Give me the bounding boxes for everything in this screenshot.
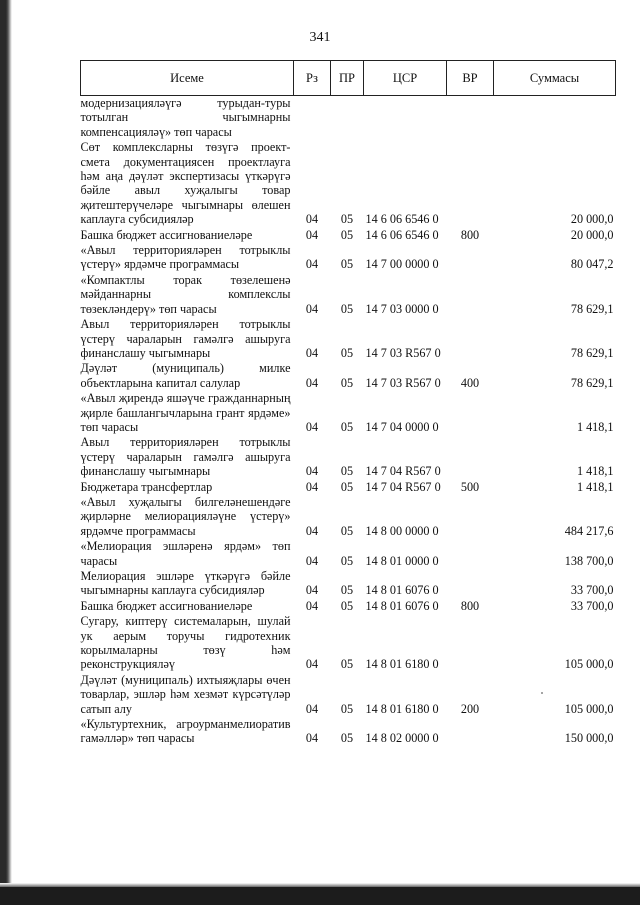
row-rz: 04 xyxy=(305,657,319,672)
row-sum: 78 629,1 xyxy=(570,375,614,390)
row-name: Башка бюджет ассигнованиелəре xyxy=(80,227,253,242)
row-pr: 05 xyxy=(340,464,354,479)
row-sum: 33 700,0 xyxy=(570,598,614,613)
row-name: Сугару, киптерү системаларын, шулай ук аерым торучы гидротехник корылмаларны төзү һəм реконструкциялəү xyxy=(80,614,291,672)
row-vr xyxy=(447,140,494,227)
row-pr: 05 xyxy=(340,598,354,613)
row-vr: 800 xyxy=(460,598,480,613)
row-pr: 05 xyxy=(340,227,354,242)
row-vr xyxy=(447,273,494,317)
row-pr: 05 xyxy=(340,523,354,538)
table-row xyxy=(81,569,616,599)
row-vr xyxy=(447,243,494,273)
row-vr: 500 xyxy=(460,479,480,494)
row-sum: 1 418,1 xyxy=(576,419,614,434)
row-name: Авыл территориялəрен тотрыклы үстерү чараларын гамəлгə ашыруга финанслашу чыгымнары xyxy=(80,435,291,479)
row-pr: 05 xyxy=(340,212,354,227)
row-sum: 105 000,0 xyxy=(564,701,614,716)
row-rz: 04 xyxy=(305,583,319,598)
row-vr: 800 xyxy=(460,227,480,242)
row-vr xyxy=(447,539,494,569)
row-sum: 78 629,1 xyxy=(570,345,614,360)
row-csr: 14 8 01 6180 0 xyxy=(365,657,439,672)
table-row xyxy=(81,243,616,273)
row-vr xyxy=(447,391,494,435)
row-vr xyxy=(447,435,494,479)
row-csr: 14 8 00 0000 0 xyxy=(365,523,439,538)
row-name: Бюджетара трансфертлар xyxy=(80,479,213,494)
table-row xyxy=(81,273,616,317)
row-pr: 05 xyxy=(340,583,354,598)
row-csr: 14 7 04 R567 0 xyxy=(365,479,441,494)
row-rz xyxy=(294,96,331,141)
row-name: «Мелиорация эшлəренə ярдəм» төп чарасы xyxy=(80,539,291,568)
row-sum: 20 000,0 xyxy=(570,212,614,227)
row-rz: 04 xyxy=(305,212,319,227)
row-name: «Культуртехник, агроурманмелиоратив гамəллəр» төп чарасы xyxy=(80,717,291,746)
row-rz: 04 xyxy=(305,701,319,716)
table-row xyxy=(81,614,616,673)
budget-table xyxy=(80,60,616,747)
row-csr: 14 6 06 6546 0 xyxy=(365,227,439,242)
row-rz: 04 xyxy=(305,464,319,479)
table-row xyxy=(81,96,616,141)
row-pr: 05 xyxy=(340,657,354,672)
row-csr: 14 8 02 0000 0 xyxy=(365,731,439,746)
row-name: «Компактлы торак төзелешенə мəйданнарны комплекслы төзеклəндерү» төп чарасы xyxy=(80,272,291,316)
row-vr: 400 xyxy=(460,375,480,390)
row-sum: 150 000,0 xyxy=(564,731,614,746)
row-pr xyxy=(331,96,364,141)
row-vr xyxy=(447,717,494,747)
row-sum: 33 700,0 xyxy=(570,583,614,598)
row-name: Дəүлəт (муниципаль) милке объектларына капитал салулар xyxy=(80,361,291,390)
row-rz: 04 xyxy=(305,523,319,538)
row-sum: 80 047,2 xyxy=(570,257,614,272)
row-rz: 04 xyxy=(305,227,319,242)
row-csr: 14 8 01 0000 0 xyxy=(365,553,439,568)
row-rz: 04 xyxy=(305,419,319,434)
row-pr: 05 xyxy=(340,553,354,568)
header-pr: ПР xyxy=(331,61,364,96)
header-sum: Суммасы xyxy=(494,61,616,96)
scan-speck xyxy=(541,692,543,694)
row-rz: 04 xyxy=(305,553,319,568)
row-csr: 14 7 04 R567 0 xyxy=(365,464,441,479)
row-rz: 04 xyxy=(305,301,319,316)
row-rz: 04 xyxy=(305,479,319,494)
row-name: «Авыл җирендə яшəүче гражданнарның җирле башлангычларына грант ярдəме» төп чарасы xyxy=(80,391,291,434)
row-pr: 05 xyxy=(340,301,354,316)
table-row xyxy=(81,673,616,717)
header-vr: ВР xyxy=(447,61,494,96)
row-sum: 484 217,6 xyxy=(564,523,614,538)
row-rz: 04 xyxy=(305,257,319,272)
row-vr xyxy=(447,96,494,141)
row-vr: 200 xyxy=(460,701,480,716)
row-name: Дəүлəт (муниципаль) ихтыяҗлары өчен товарлар, эшлəр һəм хезмəт күрсəтүлəр сатып алу xyxy=(80,672,291,716)
row-rz: 04 xyxy=(305,345,319,360)
row-csr: 14 8 01 6076 0 xyxy=(365,598,439,613)
row-csr: 14 7 03 R567 0 xyxy=(365,375,441,390)
row-sum: 1 418,1 xyxy=(576,479,614,494)
table-row xyxy=(81,228,616,243)
row-csr: 14 7 00 0000 0 xyxy=(365,257,439,272)
header-name: Исеме xyxy=(81,61,294,96)
scan-left-edge xyxy=(0,0,12,892)
table-row xyxy=(81,717,616,747)
row-sum: 78 629,1 xyxy=(570,301,614,316)
row-vr xyxy=(447,317,494,361)
table-row xyxy=(81,361,616,391)
row-rz: 04 xyxy=(305,598,319,613)
row-name: «Авыл территориялəрен тотрыклы үстерү» ярдəмче программасы xyxy=(80,243,291,272)
row-name: Сөт комплексларны төзүгə проект-смета документациясен проектлауга һəм аңа дəүлəт экспертизасы үткəрүгə бəйле авыл хуҗалыгы товар җитештерүчелəре чыгымнары өлешен каплауга субсидиялəр xyxy=(80,140,291,227)
row-sum xyxy=(494,96,616,141)
table-row xyxy=(81,495,616,539)
row-name: Мелиорация эшлəре үткəрүгə бəйле чыгымнарны каплауга субсидиялəр xyxy=(80,569,291,598)
table-row xyxy=(81,317,616,361)
row-csr: 14 7 03 R567 0 xyxy=(365,345,441,360)
row-vr xyxy=(447,569,494,599)
table-row xyxy=(81,140,616,227)
scan-bottom-edge xyxy=(0,887,640,905)
page-number: 341 xyxy=(309,30,331,45)
row-pr: 05 xyxy=(340,731,354,746)
table-header-row xyxy=(81,61,616,96)
header-rz: Рз xyxy=(294,61,331,96)
table-row xyxy=(81,599,616,614)
row-name: модернизациялəүгə турыдан-туры тотылган чыгымнарны компенсациялəү» төп чарасы xyxy=(80,96,291,139)
row-pr: 05 xyxy=(340,375,354,390)
header-csr: ЦСР xyxy=(364,61,447,96)
table-body xyxy=(81,96,616,747)
row-rz: 04 xyxy=(305,375,319,390)
row-csr: 14 8 01 6076 0 xyxy=(365,583,439,598)
row-sum: 1 418,1 xyxy=(576,464,614,479)
row-csr: 14 7 04 0000 0 xyxy=(365,419,439,434)
row-pr: 05 xyxy=(340,345,354,360)
row-rz: 04 xyxy=(305,731,319,746)
row-name: «Авыл хуҗалыгы билгеләнешендәге җирләрне мелиорацияләүне үстерү» ярдəмче программасы xyxy=(80,494,291,538)
row-pr: 05 xyxy=(340,257,354,272)
row-csr xyxy=(364,96,447,141)
row-csr: 14 7 03 0000 0 xyxy=(365,301,439,316)
row-csr: 14 6 06 6546 0 xyxy=(365,212,439,227)
row-vr xyxy=(447,495,494,539)
row-pr: 05 xyxy=(340,701,354,716)
row-vr xyxy=(447,614,494,673)
table-row xyxy=(81,539,616,569)
row-sum: 138 700,0 xyxy=(564,553,614,568)
row-name: Авыл территориялəрен тотрыклы үстерү чараларын гамəлгə ашыруга финанслашу чыгымнары xyxy=(80,317,291,360)
table-row xyxy=(81,435,616,479)
row-name: Башка бюджет ассигнованиелəре xyxy=(80,598,253,613)
row-pr: 05 xyxy=(340,419,354,434)
row-sum: 20 000,0 xyxy=(570,227,614,242)
table-row xyxy=(81,391,616,435)
row-pr: 05 xyxy=(340,479,354,494)
row-sum: 105 000,0 xyxy=(564,657,614,672)
row-csr: 14 8 01 6180 0 xyxy=(365,701,439,716)
table-row xyxy=(81,480,616,495)
